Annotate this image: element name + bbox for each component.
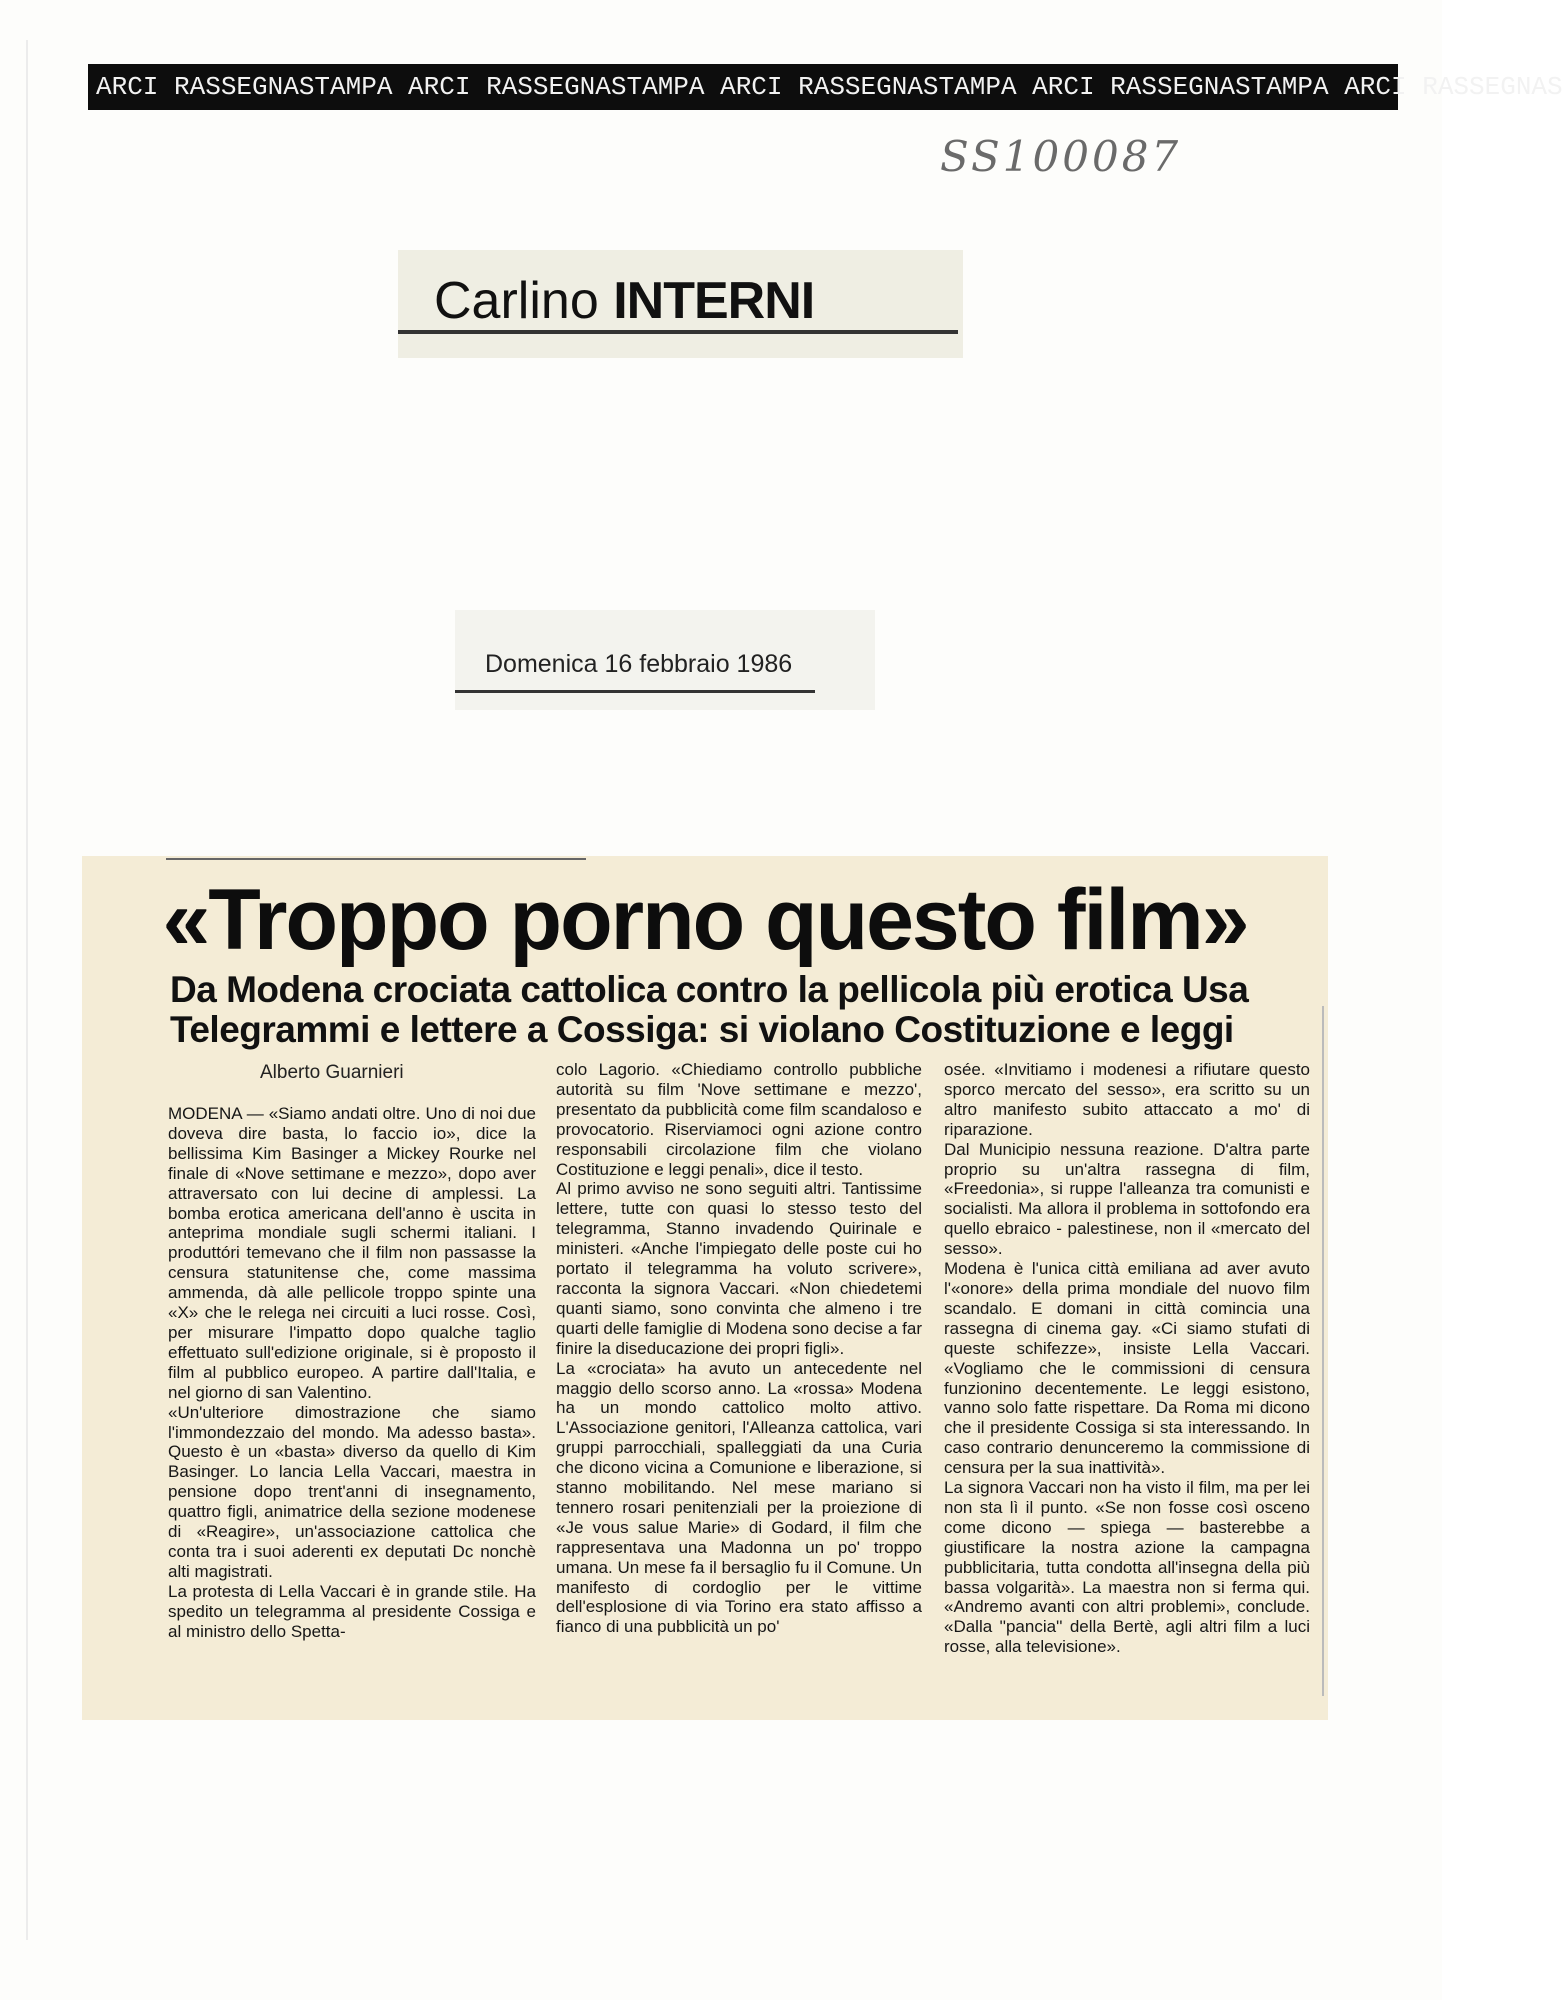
paragraph: Al primo avviso ne sono seguiti altri. Tantissime lettere, tutte con quasi lo stesso testo del telegramma, Stanno invadendo Quirinale e ministeri. «Anche l'impiegato delle poste cui ho portato il telegramma ha voluto scrivere», racconta la signora Vaccari. «Non chiedetemi quanti siamo, sono convinta che almeno i tre quarti delle famiglie di Modena sono decise a far finire la diseducazione dei propri figli». — [556, 1179, 922, 1358]
publication-header — [398, 250, 963, 358]
header-rule — [398, 330, 958, 334]
date-rule — [455, 690, 815, 693]
publication-name: Carlino — [434, 272, 599, 330]
publication-title — [434, 266, 814, 336]
article-byline: Alberto Guarnieri — [260, 1062, 404, 1083]
paragraph: La signora Vaccari non ha visto il film, ma per lei non sta lì il punto. «Se non fosse così osceno come dicono — spiega — basterebbe a giustificare la nostra azione la campagna pubblicitaria, tutta condotta all'insegna della più bassa volgarità». La maestra non si ferma qui. «Andremo avanti con altri problemi», conclude. «Dalla ''pancia'' della Bertè, agli altri film a luci rosse, alla televisione». — [944, 1478, 1310, 1657]
press-review-banner — [88, 64, 1563, 110]
paragraph: La protesta di Lella Vaccari è in grande stile. Ha spedito un telegramma al presidente Cossiga e al ministro dello Spetta- — [168, 1581, 536, 1641]
banner-text: ARCI RASSEGNASTAMPA ARCI RASSEGNASTAMPA ARCI RASSEGNASTAMPA ARCI RASSEGNASTAMPA ARCI RASSEGNAS — [96, 72, 1563, 102]
paragraph: «Un'ulteriore dimostrazione che siamo l'immondezzaio del mondo. Ma adesso basta». Questo è un «basta» diverso da quello di Kim Basinger. Lo lancia Lella Vaccari, maestra in pensione dopo trent'anni di insegnamento, quattro figli, animatrice della sezione modenese di «Reagire», un'associazione cattolica che conta tra i suoi aderenti ex deputati Dc nonchè alti magistrati. — [168, 1402, 536, 1581]
paragraph: MODENA — «Siamo andati oltre. Uno di noi due doveva dire basta, lo faccio io», dice la bellissima Kim Basinger a Mickey Rourke nel finale di «Nove settimane e mezzo», dopo aver attraversato con lui decine di amplessi. La bomba erotica americana dell'anno è uscita in anteprima mondiale sugli schermi italiani. I produttóri temevano che il film non passasse la censura statunitense che, come massima ammenda, dà alle pellicole troppo spinte una «X» che le relega nei circuiti a luci rosse. Così, per misurare l'impatto dopo qualche taglio effettuato sull'edizione originale, si è proposto il film al pubblico europeo. A partire dall'Italia, e nel giorno di san Valentino. — [168, 1104, 536, 1402]
article-subheadline-2: Telegrammi e lettere a Cossiga: si violano Costituzione e leggi — [170, 1009, 1234, 1050]
page-edge — [26, 40, 28, 1940]
archive-code: SS100087 — [940, 132, 1182, 181]
paragraph: colo Lagorio. «Chiediamo controllo pubbliche autorità su film 'Nove settimane e mezzo', presentato da pubblicità come film scandaloso e provocatorio. Riserviamoci ogni azione contro responsabili circolazione film che violano Costituzione e leggi penali», dice il testo. — [556, 1060, 922, 1179]
column-rule — [1322, 1006, 1324, 1696]
article-clipping — [82, 856, 1328, 1720]
paragraph: La «crociata» ha avuto un antecedente nel maggio dello scorso anno. La «rossa» Modena ha un mondo cattolico molto attivo. L'Associazione genitori, l'Alleanza cattolica, vari gruppi parrocchiali, spalleggiati da una Curia che dicono vicina a Comunione e liberazione, si stanno mobilitando. Nel mese mariano si tennero rosari penitenziali per la proiezione di «Je vous salue Marie» di Godard, il film che rappresentava una Madonna un po' troppo umana. Un mese fa il bersaglio fu il Comune. Un manifesto di cordoglio per le vittime dell'esplosione di via Torino era stato affisso a fianco di una pubblicità un po' — [556, 1358, 922, 1637]
paragraph: osée. «Invitiamo i modenesi a rifiutare questo sporco mercato del sesso», era scritto su un altro manifesto subito attaccato a mo' di riparazione. — [944, 1060, 1310, 1139]
publication-section: INTERNI — [613, 272, 815, 330]
article-headline: «Troppo porno questo film» — [162, 872, 1248, 968]
paragraph: Dal Municipio nessuna reazione. D'altra parte proprio su un'altra rassegna di film, «Freedonia», si ruppe l'alleanza tra comunisti e socialisti. Ma allora il problema in sottofondo era quello ebraico - palestinese, non il «mercato del sesso». — [944, 1139, 1310, 1259]
article-column-3 — [944, 1060, 1310, 1657]
article-subheadline-1: Da Modena crociata cattolica contro la pellicola più erotica Usa — [170, 969, 1249, 1010]
article-column-2 — [556, 1060, 922, 1637]
date-slip — [455, 610, 875, 710]
article-column-1 — [168, 1104, 536, 1641]
article-top-rule — [166, 858, 586, 860]
paragraph: Modena è l'unica città emiliana ad aver avuto l'«onore» della prima mondiale del nuovo film scandalo. E domani in città comincia una rassegna di cinema gay. «Ci siamo stufati di queste schifezze», insiste Lella Vaccari. «Vogliamo che le commissioni di censura funzionino decentemente. Le leggi esistono, vanno solo fatte rispettare. Da Roma mi dicono che il presidente Cossiga si sta interessando. In caso contrario denunceremo la commissione di censura per la sua inattività». — [944, 1259, 1310, 1478]
publication-date: Domenica 16 febbraio 1986 — [485, 650, 793, 678]
